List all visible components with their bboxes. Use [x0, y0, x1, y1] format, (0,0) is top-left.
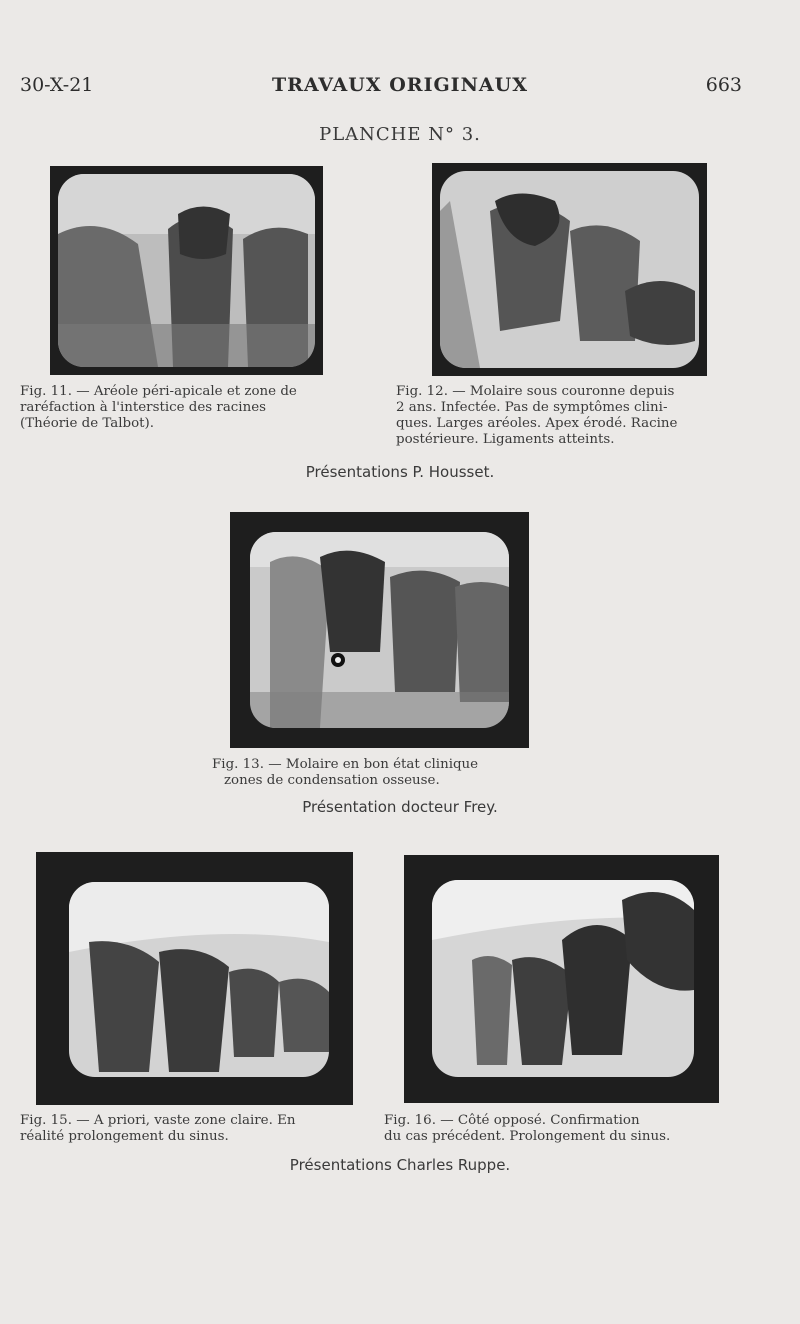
caption-line: Fig. 16. — Côté opposé. Confirmation — [384, 1113, 640, 1128]
header-date: 30-X-21 — [20, 74, 94, 96]
caption-line: réalité prolongement du sinus. — [20, 1129, 229, 1144]
credit-ruppe: Présentations Charles Ruppe. — [289, 1156, 511, 1174]
caption-line: raréfaction à l'interstice des racines — [20, 400, 267, 415]
caption-line: Fig. 15. — A priori, vaste zone claire. En — [20, 1113, 296, 1128]
caption-line: Fig. 11. — Aréole péri-apicale et zone de — [20, 384, 297, 399]
plate-title: PLANCHE N° 3. — [319, 124, 481, 145]
xray-fig-12 — [432, 163, 707, 376]
credit-housset: Présentations P. Housset. — [305, 463, 495, 481]
caption-line: zones de condensation osseuse. — [224, 773, 440, 788]
caption-fig-11 — [20, 384, 366, 432]
xray-fig-13 — [230, 512, 529, 748]
caption-line: ques. Larges aréoles. Apex érodé. Racine — [396, 416, 678, 431]
caption-fig-15 — [20, 1113, 375, 1145]
xray-fig-15 — [36, 852, 353, 1105]
page-number: 663 — [705, 74, 742, 96]
caption-line: du cas précédent. Prolongement du sinus. — [384, 1129, 671, 1144]
caption-fig-12 — [396, 384, 766, 448]
caption-line: Fig. 12. — Molaire sous couronne depuis — [396, 384, 675, 399]
caption-line: Fig. 13. — Molaire en bon état clinique — [212, 757, 479, 772]
xray-fig-11 — [50, 166, 323, 375]
caption-line: 2 ans. Infectée. Pas de symptômes clini- — [396, 400, 668, 415]
xray-fig-16 — [404, 855, 719, 1103]
caption-line: postérieure. Ligaments atteints. — [396, 432, 615, 447]
credit-frey: Présentation docteur Frey. — [302, 798, 498, 816]
header-journal-title: TRAVAUX ORIGINAUX — [272, 74, 528, 96]
caption-line: (Théorie de Talbot). — [20, 416, 155, 431]
caption-fig-13 — [212, 757, 592, 789]
caption-fig-16 — [384, 1113, 764, 1145]
